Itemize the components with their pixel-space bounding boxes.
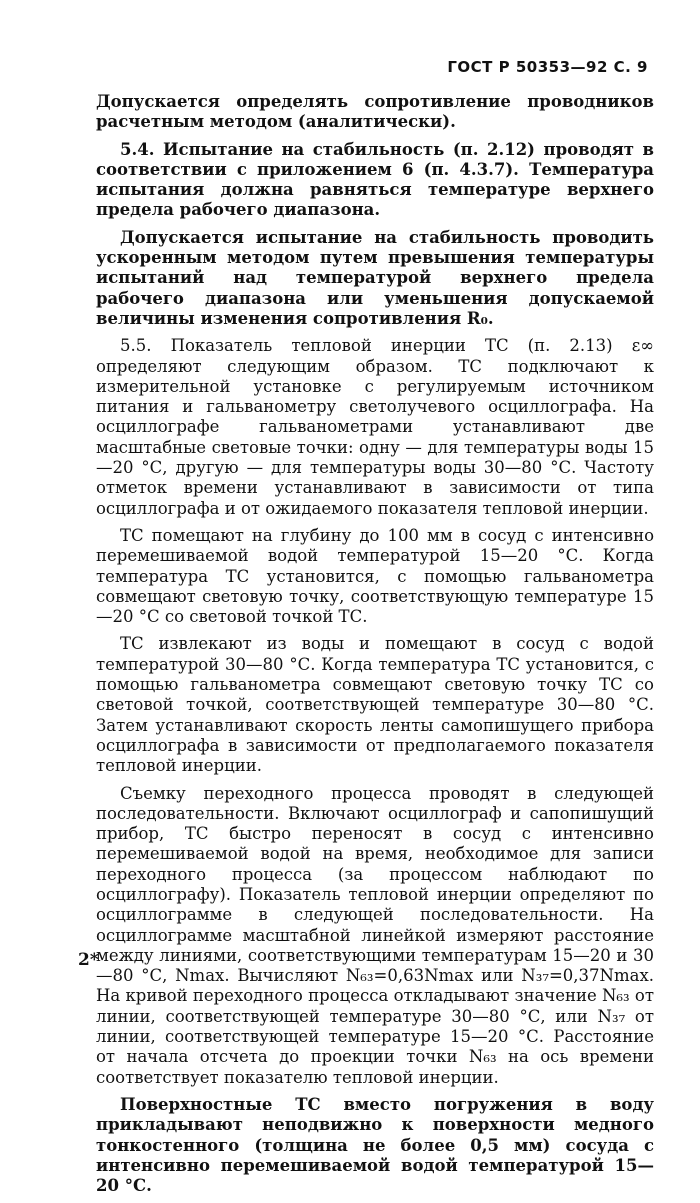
document-body — [96, 92, 654, 1203]
paragraph-5-5-thermal-inertia: 5.5. Показатель тепловой инерции ТС (п. 2.13) ε∞ определяют следующим образом. ТС подключают к измерительной установке с регулируемым источником питания и гальванометру светолучевого осциллографа. На осциллографе гальванометрами устанавливают две масштабные световые точки: одну — для температуры воды 15—20 °С, другую — для температуры воды 30—80 °С. Частоту отметок времени устанавливают в зависимости от типа осциллографа и от ожидаемого показателя тепловой инерции. — [96, 336, 654, 518]
paragraph-5-4-stability-test: 5.4. Испытание на стабильность (п. 2.12) проводят в соответствии с приложением 6 (п. 4.3.7). Температура испытания должна равняться температуре верхнего предела рабочего диапазона. — [96, 139, 654, 220]
paragraph-transient-recording: Съемку переходного процесса проводят в следующей последовательности. Включают осциллограф и сапопишущий прибор, ТС быстро переносят в сосуд с интенсивно перемешиваемой водой на время, необходимое для записи переходного процесса (за процессом наблюдают по осциллографу). Показатель тепловой инерции определяют по осциллограмме в следующей последовательности. На осциллограмме масштабной линейкой измеряют расстояние между линиями, соответствующими температурам 15—20 и 30—80 °С, Nmax. Вычисляют N₆₃=0,63Nmax или N₃₇=0,37Nmax. На кривой переходного процесса откладывают значение N₆₃ от линии, соответствующей температуре 30—80 °С, или N₃₇ от линии, соответствующей температуре 15—20 °С. Расстояние от начала отсчета до проекции точки N₆₃ на ось времени соответствует показателю тепловой инерции. — [96, 783, 654, 1087]
page-footer-signature: 2* — [78, 950, 99, 970]
paragraph-accelerated-stability: Допускается испытание на стабильность проводить ускоренным методом путем превышения температуры испытаний над температурой верхнего предела рабочего диапазона или уменьшения допускаемой величины изменения сопротивления R₀. — [96, 227, 654, 328]
page-header: ГОСТ Р 50353—92 С. 9 — [447, 58, 648, 76]
paragraph-surface-ts: Поверхностные ТС вместо погружения в воду прикладывают неподвижно к поверхности медного тонкостенного (толщина не более 0,5 мм) сосуда с интенсивно перемешиваемой водой температурой 15—20 °С. — [96, 1094, 654, 1196]
paragraph-resistance-method: Допускается определять сопротивление проводников расчетным методом (аналитически). — [96, 92, 654, 132]
paragraph-immersion-15-20: ТС помещают на глубину до 100 мм в сосуд с интенсивно перемешиваемой водой температурой 15—20 °С. Когда температура ТС установится, с помощью гальванометра совмещают световую точку, соответствующую температуре 15—20 °С со световой точкой ТС. — [96, 525, 654, 627]
paragraph-immersion-30-80: ТС извлекают из воды и помещают в сосуд с водой температурой 30—80 °С. Когда температура ТС установится, с помощью гальванометра совмещают световую точку ТС со световой точкой, соответствующей температуре 30—80 °С. Затем устанавливают скорость ленты самопишущего прибора осциллографа в зависимости от предполагаемого показателя тепловой инерции. — [96, 634, 654, 776]
